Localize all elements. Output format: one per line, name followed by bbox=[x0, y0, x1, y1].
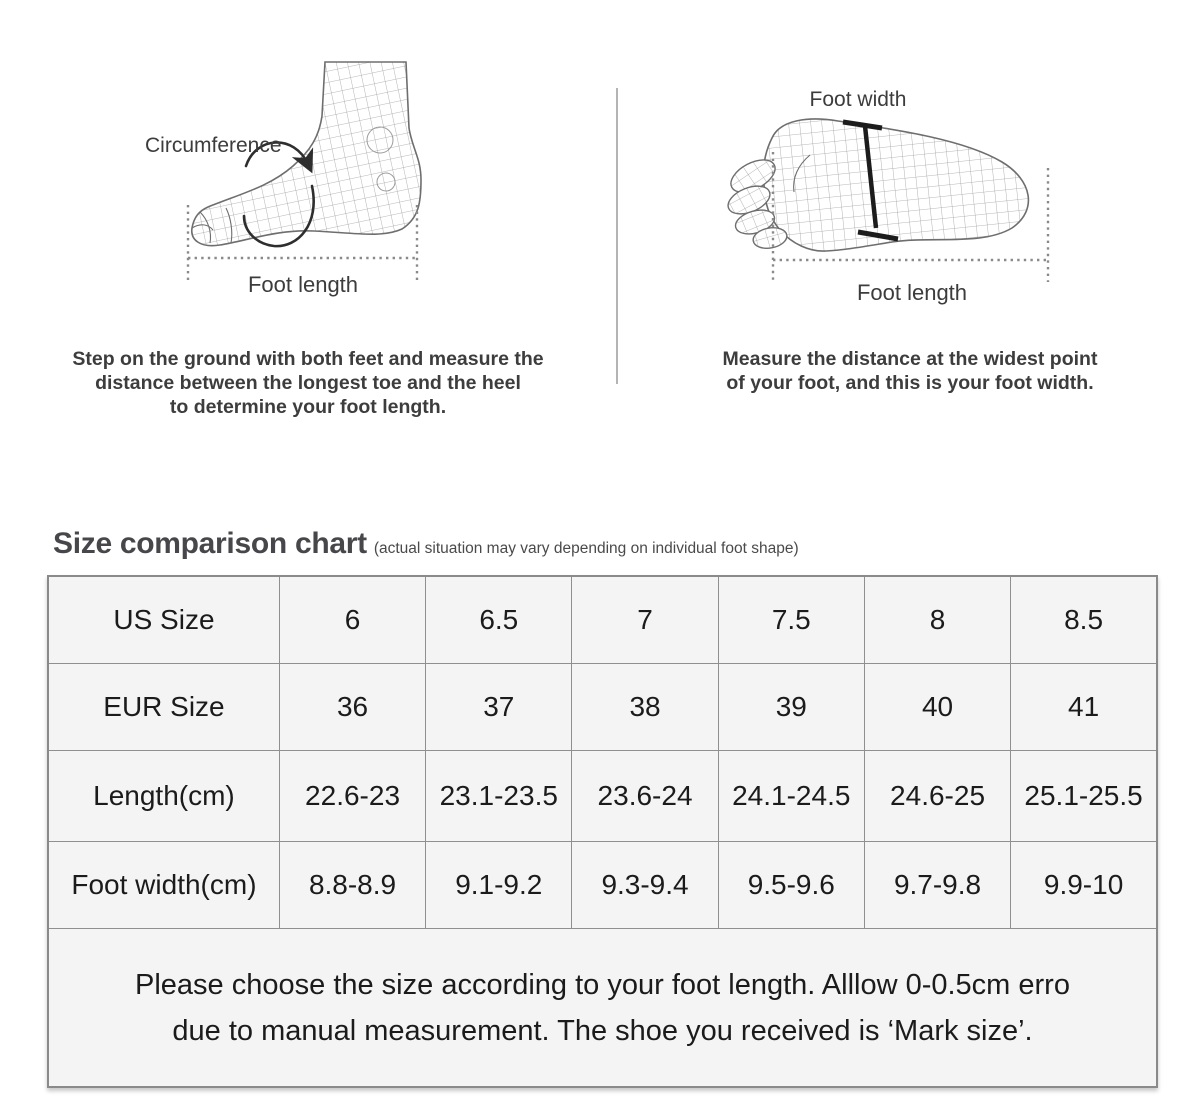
size-chart-header bbox=[53, 527, 799, 561]
foot-top-sketch bbox=[724, 119, 1028, 251]
table-cell: 40 bbox=[864, 664, 1010, 751]
table-cell: 7 bbox=[572, 576, 718, 664]
row-label-foot-width: Foot width(cm) bbox=[48, 842, 279, 929]
caption-line: of your foot, and this is your foot width. bbox=[726, 372, 1094, 394]
foot-top-view-diagram bbox=[660, 60, 1160, 325]
size-note-line: Please choose the size according to your foot length. Alllow 0-0.5cm erro bbox=[135, 968, 1070, 1001]
table-cell: 9.5-9.6 bbox=[718, 842, 864, 929]
foot-length-instructions bbox=[58, 347, 558, 419]
table-cell: 25.1-25.5 bbox=[1011, 751, 1157, 842]
row-label-length: Length(cm) bbox=[48, 751, 279, 842]
table-cell: 7.5 bbox=[718, 576, 864, 664]
table-cell: 41 bbox=[1011, 664, 1157, 751]
table-cell: 37 bbox=[426, 664, 572, 751]
table-row-note bbox=[48, 929, 1157, 1088]
table-cell: 8.5 bbox=[1011, 576, 1157, 664]
table-cell: 38 bbox=[572, 664, 718, 751]
table-cell: 24.1-24.5 bbox=[718, 751, 864, 842]
table-row-foot-width-cm bbox=[48, 842, 1157, 929]
table-cell: 36 bbox=[279, 664, 425, 751]
size-chart-subtitle: (actual situation may vary depending on individual foot shape) bbox=[373, 540, 799, 557]
table-cell: 23.1-23.5 bbox=[426, 751, 572, 842]
table-cell: 9.3-9.4 bbox=[572, 842, 718, 929]
size-comparison-table bbox=[47, 575, 1158, 1088]
table-cell: 39 bbox=[718, 664, 864, 751]
caption-line: distance between the longest toe and the heel bbox=[95, 372, 521, 394]
table-cell: 8.8-8.9 bbox=[279, 842, 425, 929]
row-label-us-size: US Size bbox=[48, 576, 279, 664]
section-divider bbox=[616, 88, 618, 384]
caption-line: Step on the ground with both feet and measure the bbox=[72, 348, 544, 370]
table-row-length-cm bbox=[48, 751, 1157, 842]
caption-line: Measure the distance at the widest point bbox=[722, 348, 1098, 370]
foot-length-label: Foot length bbox=[247, 272, 359, 297]
size-note bbox=[48, 929, 1157, 1088]
foot-width-label: Foot width bbox=[809, 88, 907, 111]
table-cell: 9.9-10 bbox=[1011, 842, 1157, 929]
table-cell: 9.1-9.2 bbox=[426, 842, 572, 929]
table-cell: 23.6-24 bbox=[572, 751, 718, 842]
table-cell: 8 bbox=[864, 576, 1010, 664]
table-row-eur-size bbox=[48, 664, 1157, 751]
table-row-us-size bbox=[48, 576, 1157, 664]
table-cell: 24.6-25 bbox=[864, 751, 1010, 842]
table-cell: 6.5 bbox=[426, 576, 572, 664]
size-chart-title: Size comparison chart bbox=[53, 527, 367, 560]
circumference-label: Circumference bbox=[145, 134, 282, 157]
table-cell: 6 bbox=[279, 576, 425, 664]
row-label-eur-size: EUR Size bbox=[48, 664, 279, 751]
foot-side-view-diagram bbox=[50, 40, 620, 315]
foot-width-instructions bbox=[668, 347, 1152, 395]
caption-line: to determine your foot length. bbox=[169, 396, 447, 418]
table-cell: 9.7-9.8 bbox=[864, 842, 1010, 929]
foot-length-label: Foot length bbox=[856, 280, 968, 305]
table-cell: 22.6-23 bbox=[279, 751, 425, 842]
size-note-line: due to manual measurement. The shoe you received is ‘Mark size’. bbox=[172, 1014, 1033, 1047]
